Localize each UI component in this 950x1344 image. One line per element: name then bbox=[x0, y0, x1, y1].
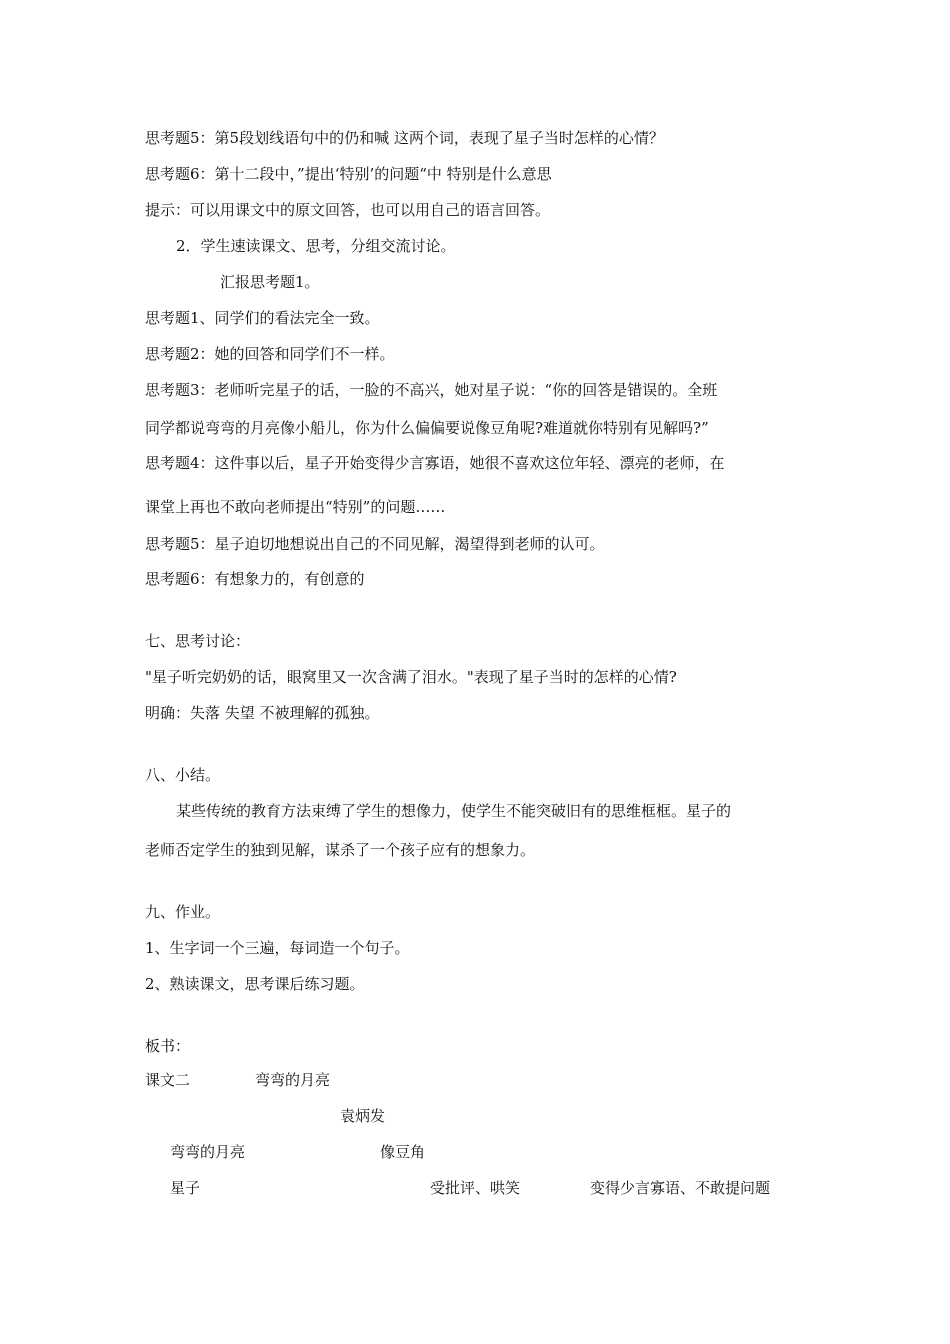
answer-2: 思考题2：她的回答和同学们不一样。 bbox=[145, 345, 395, 363]
question-6: 思考题6：第十二段中，”提出‘特别’的问题“中 特别是什么意思 bbox=[145, 165, 552, 183]
homework-item-1: 1、生字词一个三遍，每词造一个句子。 bbox=[145, 939, 410, 957]
section-7-answer: 明确：失落 失望 不被理解的孤独。 bbox=[145, 704, 380, 722]
board-author: 袁炳发 bbox=[340, 1107, 386, 1125]
section-9-title: 九、作业。 bbox=[145, 903, 221, 921]
board-row-2-middle: 受批评、哄笑 bbox=[430, 1179, 521, 1197]
board-row-2-left: 星子 bbox=[170, 1179, 201, 1197]
answer-3-line-2: 同学都说弯弯的月亮像小船儿，你为什么偏偏要说像豆角呢?难道就你特别有见解吗?” bbox=[145, 419, 709, 437]
board-row-1-right: 像豆角 bbox=[380, 1143, 426, 1161]
section-8-line-1: 某些传统的教育方法束缚了学生的想像力，使学生不能突破旧有的思维框框。星子的 bbox=[176, 802, 732, 820]
hint-text: 提示：可以用课文中的原文回答，也可以用自己的语言回答。 bbox=[145, 201, 551, 219]
homework-item-2: 2、熟读课文，思考课后练习题。 bbox=[145, 975, 365, 993]
section-7-quote: "星子听完奶奶的话，眼窝里又一次含满了泪水。"表现了星子当时的怎样的心情? bbox=[145, 668, 677, 686]
board-row-1-left: 弯弯的月亮 bbox=[170, 1143, 246, 1161]
answer-6: 思考题6：有想象力的，有创意的 bbox=[145, 570, 365, 588]
report-heading: 汇报思考题1。 bbox=[220, 273, 320, 291]
board-lesson: 课文二 bbox=[145, 1071, 191, 1089]
answer-1: 思考题1、同学们的看法完全一致。 bbox=[145, 309, 380, 327]
answer-3-line-1: 思考题3：老师听完星子的话，一脸的不高兴，她对星子说：“你的回答是错误的。全班 bbox=[145, 381, 718, 399]
answer-5: 思考题5：星子迫切地想说出自己的不同见解，渴望得到老师的认可。 bbox=[145, 535, 605, 553]
answer-4-line-1: 思考题4：这件事以后，星子开始变得少言寡语，她很不喜欢这位年轻、漂亮的老师，在 bbox=[145, 454, 725, 472]
answer-4-line-2: 课堂上再也不敢向老师提出“特别”的问题…… bbox=[145, 498, 446, 516]
question-5: 思考题5：第5段划线语句中的仍和喊 这两个词，表现了星子当时怎样的心情？ bbox=[145, 129, 664, 147]
section-8-title: 八、小结。 bbox=[145, 766, 221, 784]
board-lesson-title: 弯弯的月亮 bbox=[255, 1071, 331, 1089]
step-2: 2．学生速读课文、思考，分组交流讨论。 bbox=[176, 237, 456, 255]
board-row-2-right: 变得少言寡语、不敢提问题 bbox=[590, 1179, 771, 1197]
board-label: 板书： bbox=[145, 1037, 191, 1055]
section-7-title: 七、思考讨论： bbox=[145, 632, 251, 650]
section-8-line-2: 老师否定学生的独到见解，谋杀了一个孩子应有的想象力。 bbox=[145, 841, 536, 859]
